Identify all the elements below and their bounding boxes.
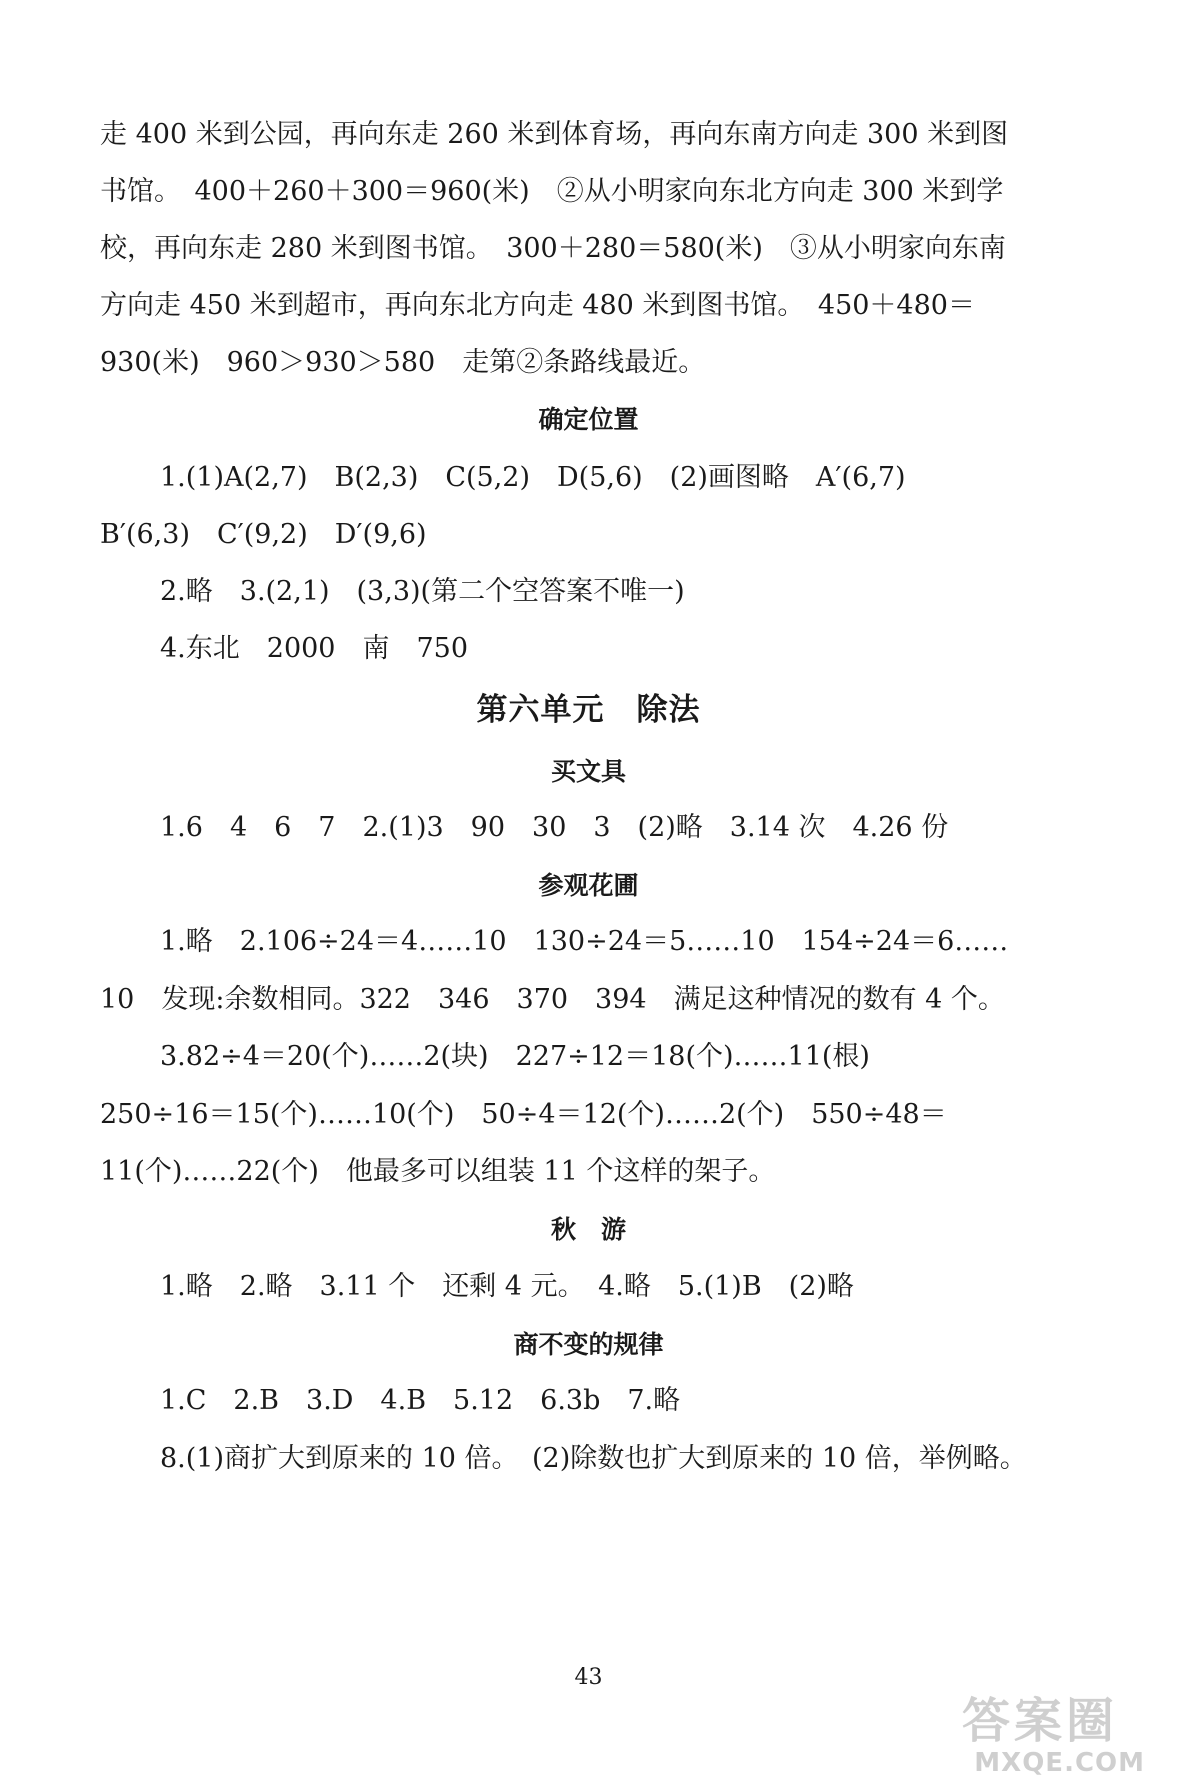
answer-line: 2.略 3.(2,1) (3,3)(第二个空答案不唯一) [160,576,685,607]
text-line-1: 走 400 米到公园，再向东走 260 米到体育场，再向东南方向走 300 米到图 [100,119,1009,150]
section-heading-garden: 参观花圃 [538,871,639,900]
text-line-3: 校，再向东走 280 米到图书馆。 300＋280＝580(米) ③从小明家向东南 [100,233,1006,264]
section-heading-quotient-rule: 商不变的规律 [513,1330,664,1359]
text-line-5: 930(米) 960＞930＞580 走第②条路线最近。 [100,347,706,378]
answer-line: B′(6,3) C′(9,2) D′(9,6) [100,519,427,550]
watermark-logo [925,1690,1155,1780]
section-heading-autumn-trip: 秋 游 [550,1215,626,1244]
answer-line: 1.略 2.106÷24＝4……10 130÷24＝5……10 154÷24＝6…… [160,926,1009,957]
answer-line: 4.东北 2000 南 750 [160,633,469,664]
unit-heading: 第六单元 除法 [476,692,701,728]
answer-line: 3.82÷4＝20(个)……2(块) 227÷12＝18(个)……11(根) [160,1041,870,1072]
answer-line: 8.(1)商扩大到原来的 10 倍。 (2)除数也扩大到原来的 10 倍，举例略。 [160,1443,1027,1474]
answer-line: 250÷16＝15(个)……10(个) 50÷4＝12(个)……2(个) 550÷48＝ [100,1099,947,1130]
watermark-main-text: 答案圈 [961,1693,1118,1749]
answer-line: 1.C 2.B 3.D 4.B 5.12 6.3b 7.略 [160,1385,681,1416]
watermark-sub-text: MXQE.COM [974,1748,1145,1778]
answer-line: 11(个)……22(个) 他最多可以组装 11 个这样的架子。 [100,1156,776,1187]
answer-line: 1.6 4 6 7 2.(1)3 90 30 3 (2)略 3.14 次 4.26 份 [160,812,949,843]
page-number: 43 [574,1665,603,1690]
section-heading-position: 确定位置 [538,405,639,434]
text-line-2: 书馆。 400＋260＋300＝960(米) ②从小明家向东北方向走 300 米到学 [100,176,1004,207]
section-heading-stationery: 买文具 [550,757,626,786]
answer-line: 1.(1)A(2,7) B(2,3) C(5,2) D(5,6) (2)画图略 A′(6,7) [160,462,906,493]
answer-line: 10 发现:余数相同。322 346 370 394 满足这种情况的数有 4 个。 [100,984,1005,1015]
answer-line: 1.略 2.略 3.11 个 还剩 4 元。 4.略 5.(1)B (2)略 [160,1271,854,1302]
text-line-4: 方向走 450 米到超市，再向东北方向走 480 米到图书馆。 450＋480＝ [100,290,975,321]
